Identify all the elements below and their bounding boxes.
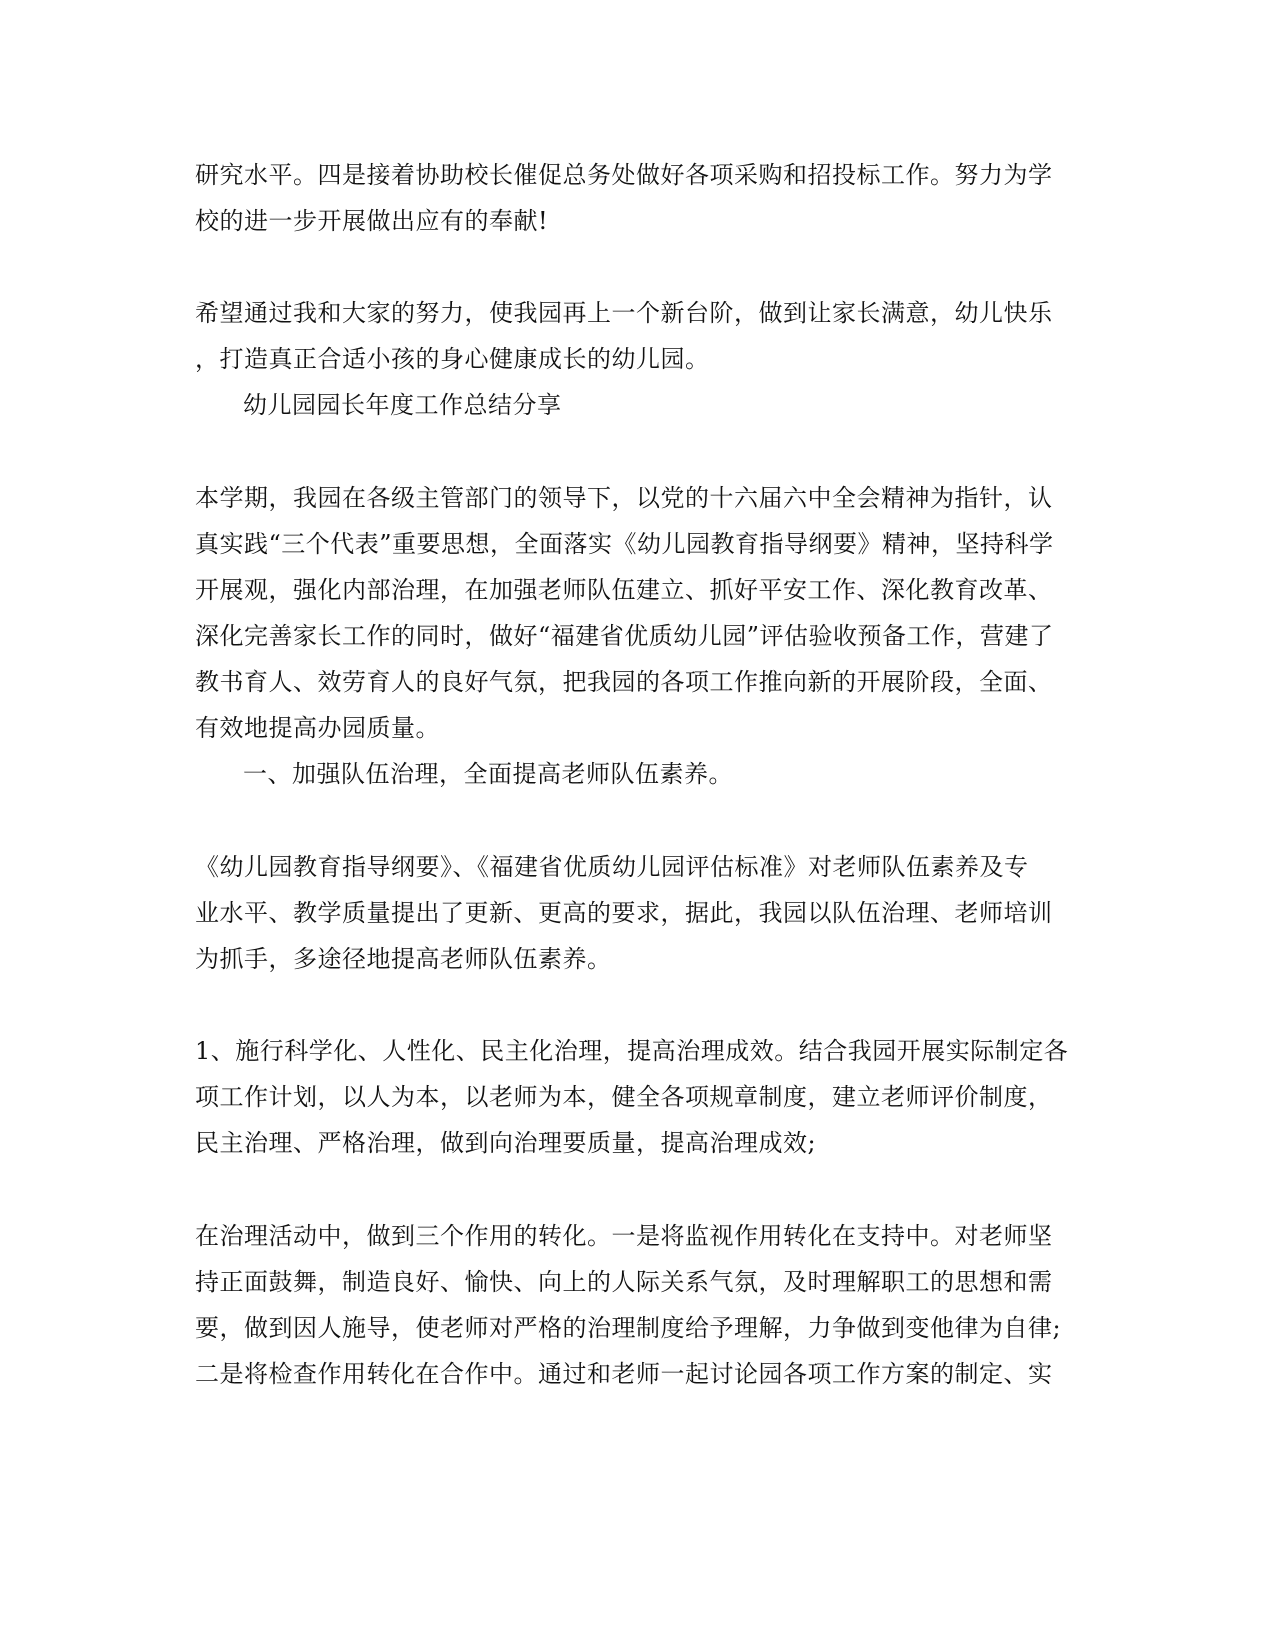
section-heading: 一、加强队伍治理，全面提高老师队伍素养。 <box>243 760 733 788</box>
text-line: 有效地提高办园质量。 <box>195 714 440 742</box>
text-line: 开展观，强化内部治理，在加强老师队伍建立、抓好平安工作、深化教育改革、 <box>195 576 1053 604</box>
text-line: 《幼儿园教育指导纲要》、《福建省优质幼儿园评估标准》对老师队伍素养及专 <box>195 853 1029 881</box>
text-line: 真实践“三个代表”重要思想，全面落实《幼儿园教育指导纲要》精神，坚持科学 <box>195 530 1054 558</box>
section-title: 幼儿园园长年度工作总结分享 <box>243 391 562 419</box>
text-line: 项工作计划，以人为本，以老师为本，健全各项规章制度，建立老师评价制度， <box>195 1083 1053 1111</box>
text-line: 希望通过我和大家的努力，使我园再上一个新台阶，做到让家长满意，幼儿快乐 <box>195 299 1053 327</box>
text-line: 要，做到因人施导，使老师对严格的治理制度给予理解，力争做到变他律为自律; <box>195 1314 1062 1342</box>
text-line: 教书育人、效劳育人的良好气氛，把我园的各项工作推向新的开展阶段，全面、 <box>195 668 1053 696</box>
text-line: 1、施行科学化、人性化、民主化治理，提高治理成效。结合我园开展实际制定各 <box>195 1037 1069 1065</box>
text-line: 业水平、教学质量提出了更新、更高的要求，据此，我园以队伍治理、老师培训 <box>195 899 1053 927</box>
text-line: 民主治理、严格治理，做到向治理要质量，提高治理成效; <box>195 1129 817 1157</box>
text-line: 持正面鼓舞，制造良好、愉快、向上的人际关系气氛，及时理解职工的思想和需 <box>195 1268 1053 1296</box>
text-line: 校的进一步开展做出应有的奉献! <box>195 207 549 235</box>
text-line: ，打造真正合适小孩的身心健康成长的幼儿园。 <box>195 345 710 373</box>
text-line: 研究水平。四是接着协助校长催促总务处做好各项采购和招投标工作。努力为学 <box>195 161 1053 189</box>
text-line: 本学期，我园在各级主管部门的领导下，以党的十六届六中全会精神为指针，认 <box>195 484 1053 512</box>
text-line: 为抓手，多途径地提高老师队伍素养。 <box>195 945 612 973</box>
text-line: 在治理活动中，做到三个作用的转化。一是将监视作用转化在支持中。对老师坚 <box>195 1222 1053 1250</box>
text-line: 深化完善家长工作的同时，做好“福建省优质幼儿园”评估验收预备工作，营建了 <box>195 622 1054 650</box>
text-line: 二是将检查作用转化在合作中。通过和老师一起讨论园各项工作方案的制定、实 <box>195 1360 1053 1388</box>
